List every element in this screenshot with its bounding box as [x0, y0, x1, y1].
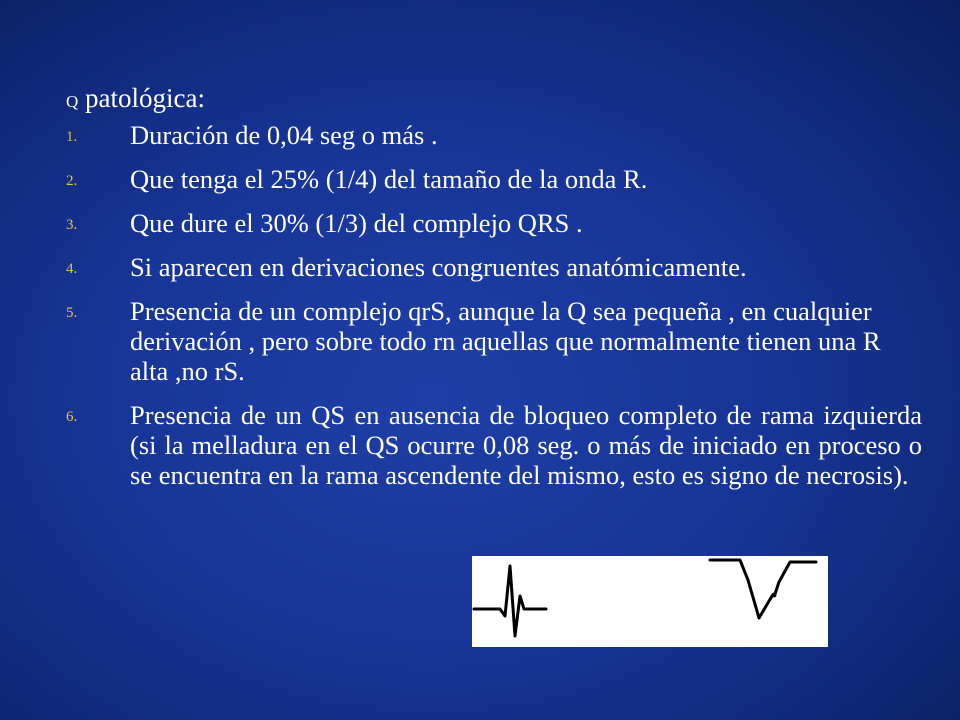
- list-item: [66, 252, 922, 282]
- ecg-figure: [472, 556, 828, 647]
- list-number: 2.: [66, 173, 78, 189]
- list-number: 6.: [66, 409, 78, 425]
- list-item-text: Que dure el 30% (1/3) del complejo QRS .: [130, 208, 583, 238]
- list-item: [66, 164, 922, 194]
- list-number: 1.: [66, 129, 78, 145]
- list-item: [66, 208, 922, 238]
- heading-text: patológica:: [78, 83, 205, 113]
- list-item-text: Que tenga el 25% (1/4) del tamaño de la onda R.: [130, 164, 648, 194]
- list-item: [66, 296, 922, 386]
- ecg-tracings: [472, 556, 828, 647]
- heading-prefix: Q: [66, 92, 79, 111]
- slide-heading: [66, 82, 205, 118]
- list-item-text: Presencia de un QS en ausencia de bloqueo completo de rama izquierda (si la melladura en el QS ocurre 0,08 seg. o más de iniciado en proceso o se encuentra en la rama ascendente del mismo, esto es signo de necrosis).: [130, 400, 922, 490]
- list-item-text: Si aparecen en derivaciones congruentes anatómicamente.: [130, 252, 747, 282]
- list-item: [66, 120, 922, 150]
- qrs-complex-icon: [474, 566, 546, 636]
- criteria-list: [66, 120, 922, 504]
- qs-complex-icon: [710, 560, 816, 618]
- list-item-text: Duración de 0,04 seg o más .: [130, 120, 438, 150]
- list-item: [66, 400, 922, 490]
- list-item-text: Presencia de un complejo qrS, aunque la Q sea pequeña , en cualquier derivación , pero sobre todo rn aquellas que normalmente tienen una R alta ,no rS.: [130, 296, 881, 386]
- list-number: 4.: [66, 261, 78, 277]
- list-number: 3.: [66, 217, 78, 233]
- list-number: 5.: [66, 305, 78, 321]
